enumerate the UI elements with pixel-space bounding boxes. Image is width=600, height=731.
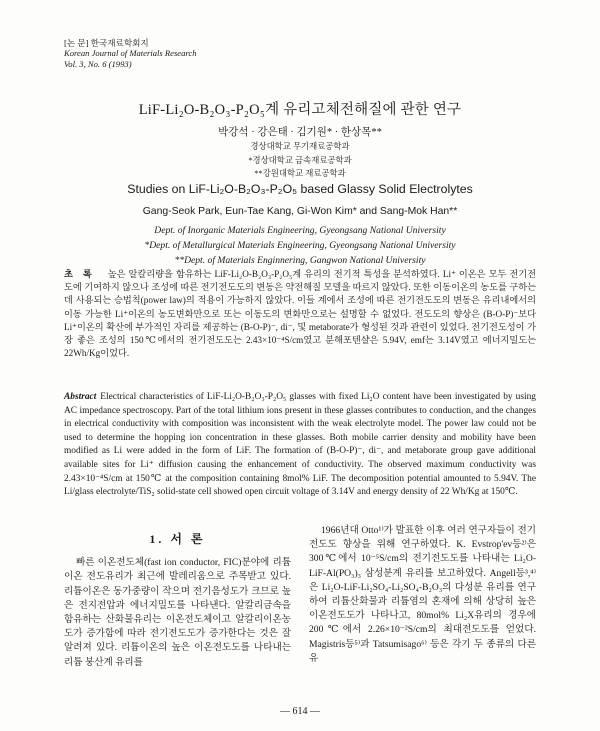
korean-affiliation-2: *경상대학교 금속재료공학과 [248, 155, 352, 165]
journal-volume: Vol. 3, No. 6 (1993) [64, 58, 132, 69]
journal-line-english: Korean Journal of Materials Research [64, 48, 197, 59]
korean-title: LiF-Li₂O-B₂O₃-P₂O₅계 유리고체전해질에 관한 연구 [138, 102, 462, 118]
korean-affiliation-3: **강원대학교 재료공학과 [254, 169, 346, 179]
english-abstract-text: Electrical characteristics of LiF-Li₂O-B₂O₃-P₂O₅ glasses with fixed Li₂O content have been investigated by using AC impedance spectroscopy. Part of the total lithium ions present in these glasses contributes to conduction, and the changes in electrical conductivity with composition was inconsistent with the weak electrolyte model. The power law could not be used to determine the hopping ion concentration in these glasses. Both mobile carrier density and mobility have been modified as Li were added in the form of LiF. The formation of (B-O-P)⁻, di⁻, and metaborate group gave additional available sites for Li⁺ diffusion causing the enhancement of conductivity. The observed maximum conductivity was 2.43×10⁻⁴S/cm at 150℃ at the composition containing 8mol% LiF. The decomposition potential amounted to 5.94V. The Li/glass electrolyte/TiS₂ solid-state cell showed open circuit voltage of 3.14V and energy density of 22 Wh/Kg at 150℃. [64, 392, 536, 498]
korean-abstract-label: 초록 [64, 269, 102, 279]
journal-header [64, 38, 197, 69]
english-abstract-label: Abstract [64, 392, 97, 402]
body-column-right [309, 524, 536, 666]
section-heading: 1. 서 론 [149, 532, 206, 546]
english-affiliation-2: *Dept. of Metallurgical Materials Engineering, Gyeongsang National University [144, 240, 456, 251]
journal-line-korean: [논 문] 한국재료학회지 [64, 38, 149, 48]
english-affiliations [0, 223, 600, 268]
korean-authors: 박강석 · 강은태 · 김기원* · 한상목** [218, 127, 382, 138]
left-column-paragraph: 빠른 이온전도체(fast ion conductor, FIC)분야에 리튬이온 전도유리가 최근에 발레리움으로 주목받고 있다. 리튬이온은 동가중량이 작으며 전기음성도가 크므로 높은 전지전압과 에너지밀도를 나타낸다. 알칼리금속을 함유하는 산화물유리는 이온전도체이고 알칼리이온농도가 증가함에 따라 전기전도도가 증가한다는 것은 잘 알려져 있다. 리튬이온의 높은 이온전도도를 나타내는 리튬 붕산계 유리를 [64, 557, 291, 668]
right-column-paragraph: 1966년대 Otto¹⁾가 발표한 이후 여러 연구자들이 전기전도도 향상을 위해 연구하였다. K. Evstrop'ev등²⁾은 300℃에서 10⁻⁵S/cm의 전기전도도를 나타내는 Li₂O-LiF-Al(PO₃)₃ 삼성분계 유리를 보고하였다. Angell등³,⁴⁾은 Li₂O-LiF-Li₂SO₄-Li₂SO₄-B₂O₃의 다성분 유리를 연구하여 리튬산화물과 리튬염의 혼재에 의해 상당히 높은 이온전도도가 나타나고, 80mol% Li₂X유리의 경우에 200℃에서 2.26×10⁻²S/cm의 최대전도도를 얻었다. Magistris등⁵⁾과 Tatsumisago⁶⁾ 등은 각기 두 종류의 다른 유 [309, 525, 536, 664]
english-abstract [64, 391, 536, 500]
english-title: Studies on LiF-Li₂O-B₂O₃-P₂O₅ based Glassy Solid Electrolytes [127, 182, 473, 196]
korean-abstract-text: 높은 알칼리량을 함유하는 LiF-Li₂O-B₂O₃-P₂O₅계 유리의 전기적 특성을 분석하였다. Li⁺ 이온은 모두 전기전도에 기여하지 않으나 조성에 따른 전기전도도의 변동은 약전해질 모델을 따르지 않았다. 또한 이동이온의 농도를 구하는데 사용되는 승법칙(power law)의 적용이 가능하지 않았다. 이들 계에서 조성에 따른 전기전도도의 변동은 유리내에서의 이동 가능한 Li⁺이온의 농도변화만으로 또는 이동도의 변화만으로는 설명할 수 없었다. 전도도의 향상은 (B-O-P)⁻보다 Li⁺이온의 확산에 부가적인 자리를 제공하는 (B-O-P)⁻, di⁻, 및 metaborate가 형성된 것과 관련이 있었다. 전기전도성이 가장 좋은 조성의 150℃에서의 전기전도도는 2.43×10⁻⁴S/cm였고 분해포텐샬은 5.94V, emf는 3.14V였고 에너지밀도는 22Wh/Kg이었다. [64, 269, 536, 359]
korean-abstract [64, 268, 536, 360]
korean-affiliations [0, 140, 600, 181]
english-affiliation-3: **Dept. of Materials Enginnering, Gangwon National University [174, 255, 426, 266]
korean-affiliation-1: 경상대학교 무기재료공학과 [250, 142, 350, 151]
page-number: — 614 — [280, 706, 320, 717]
english-authors: Gang-Seok Park, Eun-Tae Kang, Gi-Won Kim* and Sang-Mok Han** [142, 206, 458, 217]
english-affiliation-1: Dept. of Inorganic Materials Engineering, Gyeongsang National University [154, 225, 446, 236]
body-column-left [64, 526, 291, 670]
